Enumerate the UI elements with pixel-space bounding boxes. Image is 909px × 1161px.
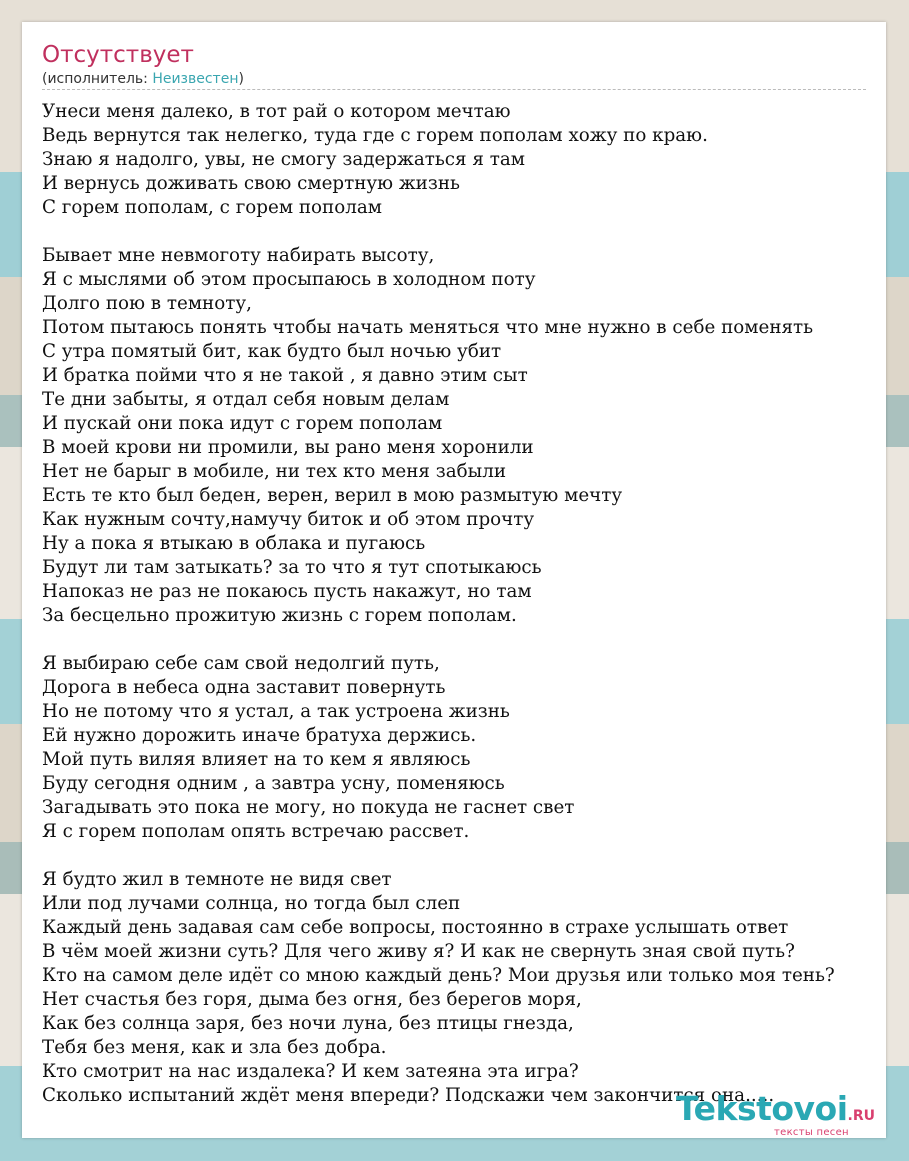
lyrics-blank-line <box>42 844 886 868</box>
lyrics-line: С горем пополам, с горем пополам <box>42 197 382 218</box>
lyrics-line: Нет счастья без горя, дыма без огня, без берегов моря, <box>42 989 582 1010</box>
logo-tld: .RU <box>847 1108 876 1124</box>
lyrics-line: Буду сегодня одним , а завтра усну, поменяюсь <box>42 773 505 794</box>
lyrics-line: Ей нужно дорожить иначе братуха держись. <box>42 725 477 746</box>
lyrics-text <box>42 100 886 1108</box>
lyrics-line: Нет не барыг в мобиле, ни тех кто меня забыли <box>42 461 507 482</box>
lyrics-blank-line <box>42 628 886 652</box>
lyrics-line: Тебя без меня, как и зла без добра. <box>42 1037 387 1058</box>
lyrics-line: Унеси меня далеко, в тот рай о котором мечтаю <box>42 101 511 122</box>
artist-prefix: (исполнитель: <box>42 71 153 87</box>
lyrics-line: Будут ли там затыкать? за то что я тут спотыкаюсь <box>42 557 542 578</box>
lyrics-line: Есть те кто был беден, верен, верил в мою размытую мечту <box>42 485 623 506</box>
artist-suffix: ) <box>238 71 244 87</box>
lyrics-line: Ну а пока я втыкаю в облака и пугаюсь <box>42 533 426 554</box>
lyrics-line: Как без солнца заря, без ночи луна, без птицы гнезда, <box>42 1013 574 1034</box>
lyrics-line: Те дни забыты, я отдал себя новым делам <box>42 389 450 410</box>
logo-name: Tekstovoi <box>676 1089 848 1128</box>
lyrics-line: Я с мыслями об этом просыпаюсь в холодном поту <box>42 269 536 290</box>
lyrics-card <box>22 22 886 1138</box>
lyrics-line: И вернусь доживать свою смертную жизнь <box>42 173 460 194</box>
lyrics-line: И братка пойми что я не такой , я давно этим сыт <box>42 365 528 386</box>
lyrics-line: Сколько испытаний ждёт меня впереди? Подскажи чем закончится она..... <box>42 1085 775 1106</box>
lyrics-line: Потом пытаюсь понять чтобы начать меняться что мне нужно в себе поменять <box>42 317 814 338</box>
lyrics-line: И пускай они пока идут с горем пополам <box>42 413 443 434</box>
lyrics-line: Ведь вернутся так нелегко, туда где с горем пополам хожу по краю. <box>42 125 708 146</box>
song-title: Отсутствует <box>42 42 194 68</box>
lyrics-blank-line <box>42 220 886 244</box>
lyrics-line: За бесцельно прожитую жизнь с горем пополам. <box>42 605 517 626</box>
lyrics-line: Напоказ не раз не покаюсь пусть накажут, но там <box>42 581 532 602</box>
lyrics-line: Но не потому что я устал, а так устроена жизнь <box>42 701 510 722</box>
lyrics-line: В моей крови ни промили, вы рано меня хоронили <box>42 437 534 458</box>
lyrics-line: Знаю я надолго, увы, не смогу задержаться я там <box>42 149 525 170</box>
lyrics-line: Бывает мне невмоготу набирать высоту, <box>42 245 435 266</box>
logo-tagline: тексты песен <box>774 1127 849 1138</box>
lyrics-line: Каждый день задавая сам себе вопросы, постоянно в страхе услышать ответ <box>42 917 789 938</box>
artist-line <box>42 71 244 87</box>
lyrics-line: Дорога в небеса одна заставит повернуть <box>42 677 446 698</box>
lyrics-line: Я с горем пополам опять встречаю рассвет. <box>42 821 470 842</box>
divider <box>42 89 866 90</box>
lyrics-line: Как нужным сочту,намучу биток и об этом прочту <box>42 509 535 530</box>
lyrics-line: В чём моей жизни суть? Для чего живу я? И как не свернуть зная свой путь? <box>42 941 795 962</box>
lyrics-line: Я выбираю себе сам свой недолгий путь, <box>42 653 440 674</box>
lyrics-line: Или под лучами солнца, но тогда был слеп <box>42 893 461 914</box>
lyrics-line: Кто смотрит на нас издалека? И кем затеяна эта игра? <box>42 1061 579 1082</box>
lyrics-line: Кто на самом деле идёт со мною каждый день? Мои друзья или только моя тень? <box>42 965 835 986</box>
lyrics-line: Мой путь виляя влияет на то кем я являюсь <box>42 749 471 770</box>
site-logo[interactable] <box>676 1089 876 1138</box>
artist-link[interactable]: Неизвестен <box>152 71 239 87</box>
lyrics-line: С утра помятый бит, как будто был ночью убит <box>42 341 502 362</box>
lyrics-line: Долго пою в темноту, <box>42 293 252 314</box>
lyrics-line: Загадывать это пока не могу, но покуда не гаснет свет <box>42 797 575 818</box>
lyrics-line: Я будто жил в темноте не видя свет <box>42 869 392 890</box>
